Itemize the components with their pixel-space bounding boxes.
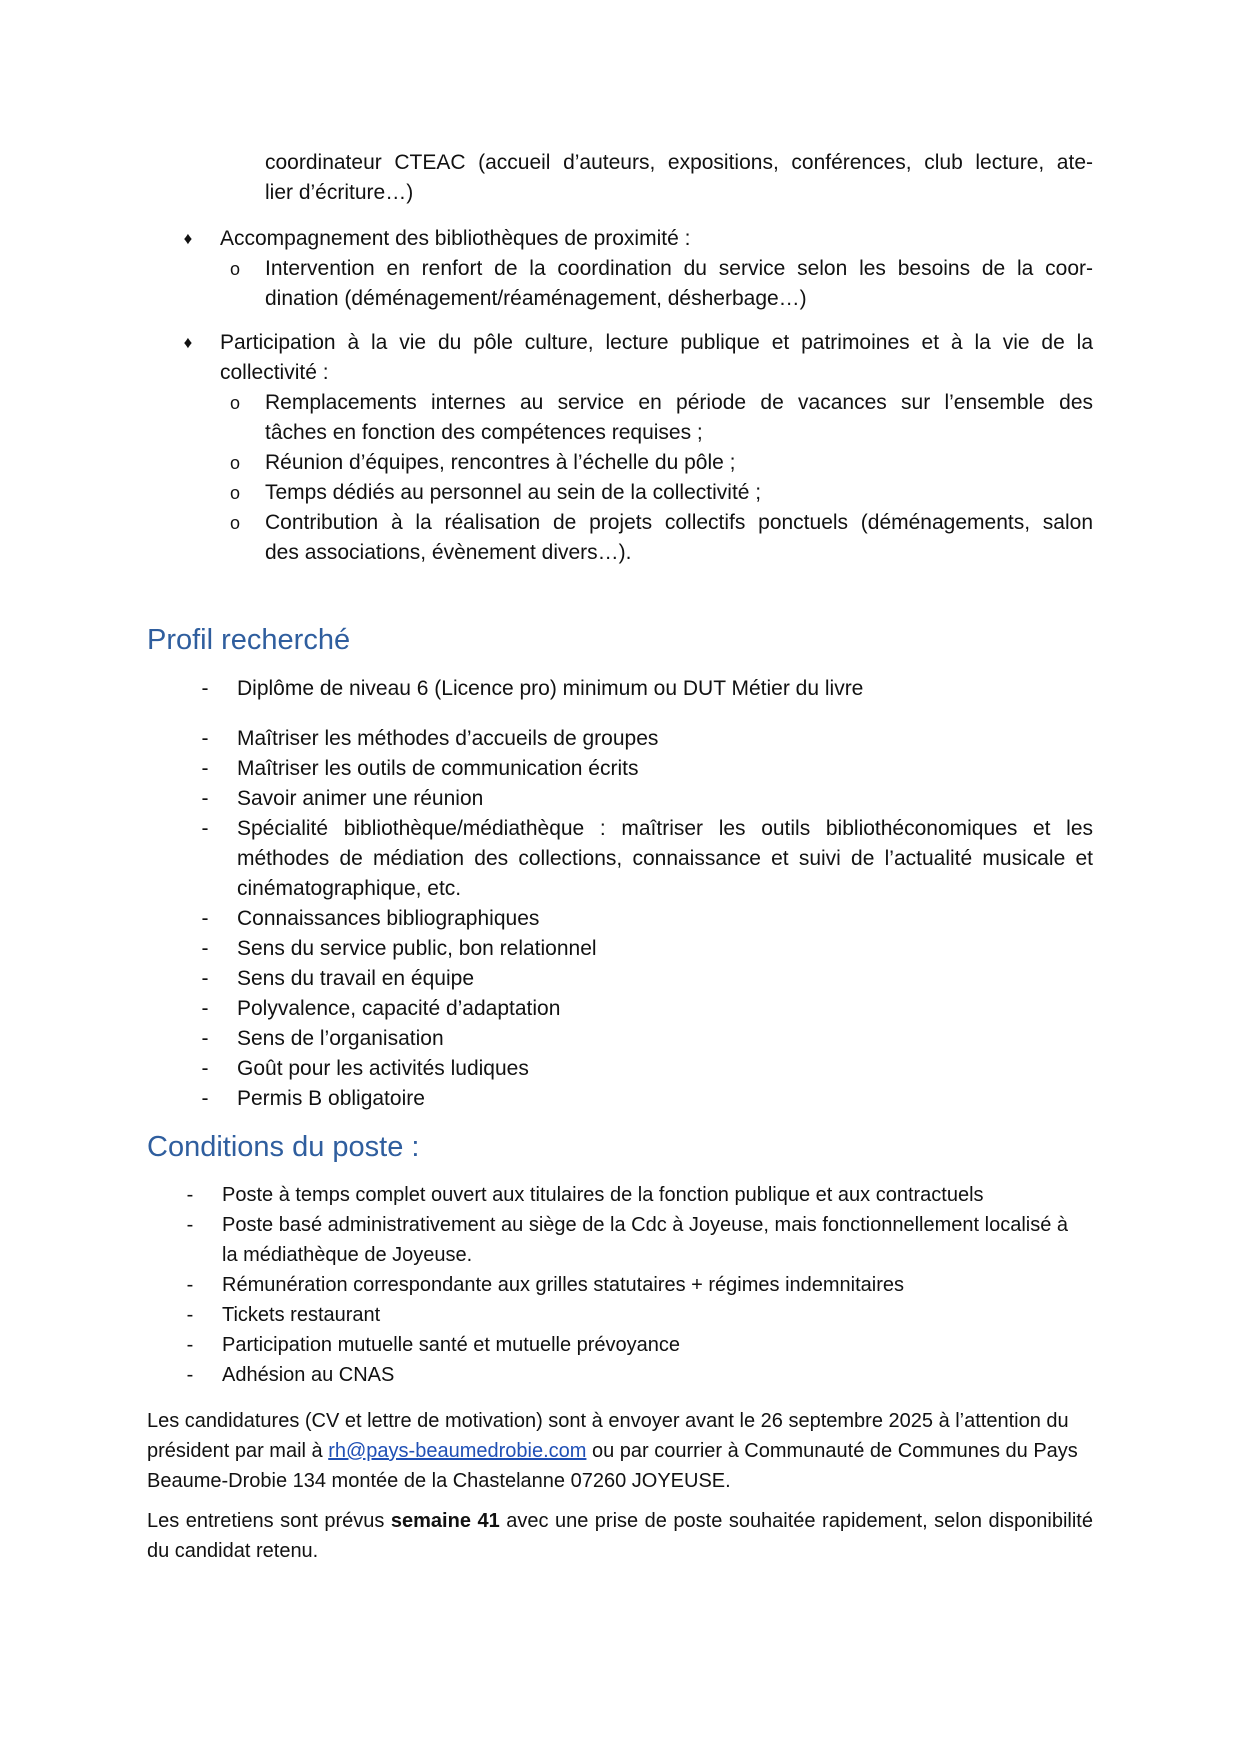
circle-bullet: o xyxy=(229,393,240,413)
candidatures-text-after: ou par courrier à Communauté de Communes du Pays Beaume-Drobie 134 montée de la Chastelanne 07260 JOYEUSE. xyxy=(147,1440,1078,1492)
dash-bullet: - xyxy=(186,1334,194,1356)
dash-bullet: - xyxy=(201,1027,209,1050)
dash-bullet: - xyxy=(201,997,209,1020)
profil-item: Savoir animer une réunion xyxy=(237,787,484,810)
circle-bullet: o xyxy=(229,483,240,503)
conditions-item: Adhésion au CNAS xyxy=(222,1364,395,1386)
candidatures-paragraph xyxy=(147,1406,1081,1496)
profil-item: Connaissances bibliographiques xyxy=(237,907,540,930)
profil-item: Sens du service public, bon relationnel xyxy=(237,937,597,960)
proximite-sub-line-1: Intervention en renfort de la coordination du service selon les besoins de la coor- xyxy=(265,257,1093,280)
vie-title-line-2: collectivité : xyxy=(220,361,329,384)
dash-bullet: - xyxy=(201,1057,209,1080)
vie-sub-4-line-1: Contribution à la réalisation de projets collectifs ponctuels (déménagements, salon xyxy=(265,511,1093,534)
proximite-sub-line-2: dination (déménagement/réaménagement, désherbage…) xyxy=(265,287,807,310)
profil-item: Maîtriser les méthodes d’accueils de groupes xyxy=(237,727,659,750)
profil-item: Goût pour les activités ludiques xyxy=(237,1057,529,1080)
proximite-title: Accompagnement des bibliothèques de proximité : xyxy=(220,227,691,250)
profil-heading: Profil recherché xyxy=(147,624,351,656)
profil-item: Sens du travail en équipe xyxy=(237,967,474,990)
dash-bullet: - xyxy=(186,1214,194,1236)
vie-sub-3: Temps dédiés au personnel au sein de la collectivité ; xyxy=(265,481,762,504)
profil-item: Polyvalence, capacité d’adaptation xyxy=(237,997,561,1020)
dash-bullet: - xyxy=(201,727,209,750)
conditions-item: Rémunération correspondante aux grilles statutaires + régimes indemnitaires xyxy=(222,1274,905,1296)
conditions-item: Poste à temps complet ouvert aux titulaires de la fonction publique et aux contractuels xyxy=(222,1184,984,1206)
profil-item: Sens de l’organisation xyxy=(237,1027,444,1050)
vie-sub-2: Réunion d’équipes, rencontres à l’échelle du pôle ; xyxy=(265,451,736,474)
vie-sub-1-line-2: tâches en fonction des compétences requises ; xyxy=(265,421,703,444)
vie-title-line-1: Participation à la vie du pôle culture, lecture publique et patrimoines et à la vie de la xyxy=(220,331,1093,354)
email-link[interactable]: rh@pays-beaumedrobie.com xyxy=(328,1440,587,1462)
dash-bullet: - xyxy=(186,1364,194,1386)
dash-bullet: - xyxy=(201,967,209,990)
circle-bullet: o xyxy=(229,453,240,473)
dash-bullet: - xyxy=(201,907,209,930)
entretiens-text-before: Les entretiens sont prévus xyxy=(147,1510,385,1532)
dash-bullet: - xyxy=(201,757,209,780)
vie-sub-4-line-2: des associations, évènement divers…). xyxy=(265,541,632,564)
dash-bullet: - xyxy=(186,1304,194,1326)
conditions-item: Poste basé administrativement au siège de la Cdc à Joyeuse, mais fonctionnellement localisé à la médiathèque de Joyeuse. xyxy=(222,1214,1069,1266)
diamond-bullet: ♦ xyxy=(183,333,193,352)
conditions-item: Tickets restaurant xyxy=(222,1304,381,1326)
dash-bullet: - xyxy=(186,1184,194,1206)
continuation-line-1: coordinateur CTEAC (accueil d’auteurs, expositions, conférences, club lecture, ate- xyxy=(265,151,1093,174)
candidatures-text-before: Les candidatures (CV et lettre de motivation) sont à envoyer avant le 26 septembre 2025 à l’attention du président par mail à xyxy=(147,1410,1069,1462)
diamond-bullet: ♦ xyxy=(183,229,193,248)
profil-item: Maîtriser les outils de communication écrits xyxy=(237,757,639,780)
circle-bullet: o xyxy=(229,259,240,279)
dash-bullet: - xyxy=(201,677,209,700)
entretiens-week: semaine 41 xyxy=(390,1510,500,1532)
continuation-line-2: lier d’écriture…) xyxy=(265,181,414,204)
dash-bullet: - xyxy=(201,937,209,960)
entretiens-paragraph xyxy=(147,1506,1093,1566)
dash-bullet: - xyxy=(201,787,209,810)
dash-bullet: - xyxy=(201,817,209,840)
vie-sub-1-line-1: Remplacements internes au service en période de vacances sur l’ensemble des xyxy=(265,391,1093,414)
conditions-item: Participation mutuelle santé et mutuelle prévoyance xyxy=(222,1334,681,1356)
profil-item: Diplôme de niveau 6 (Licence pro) minimum ou DUT Métier du livre xyxy=(237,677,864,700)
circle-bullet: o xyxy=(229,513,240,533)
entretiens-text-after: avec une prise de poste souhaitée rapidement, selon disponibilité du candidat retenu. xyxy=(147,1510,1093,1562)
dash-bullet: - xyxy=(186,1274,194,1296)
profil-item: Spécialité bibliothèque/médiathèque : maîtriser les outils bibliothéconomiques et les méthodes de médiation des collections, connaissance et suivi de l’actualité musicale et cinématographique, etc. xyxy=(237,817,1093,900)
profil-item: Permis B obligatoire xyxy=(237,1087,425,1110)
dash-bullet: - xyxy=(201,1087,209,1110)
conditions-heading: Conditions du poste : xyxy=(147,1131,420,1163)
